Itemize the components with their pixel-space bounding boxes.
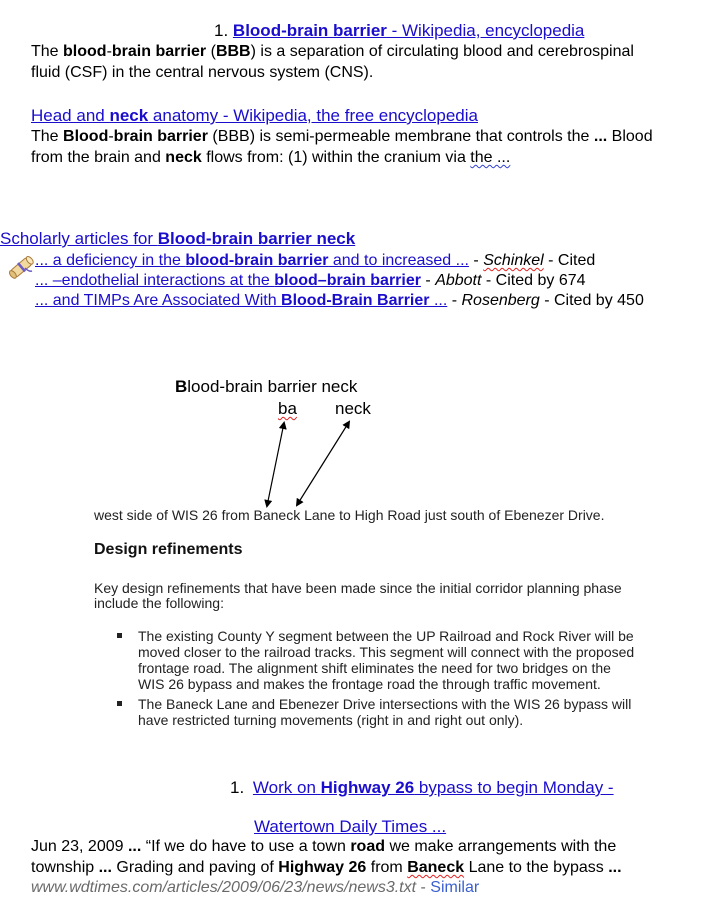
doc-intro-line1: Key design refinements that have been made since the initial corridor planning phase [94, 580, 622, 596]
cited-count: - Cited by 674 [481, 272, 586, 289]
link-part: and to increased ... [328, 252, 469, 269]
separator: - [420, 272, 436, 289]
separator: - [468, 252, 484, 269]
snip-bold: ... [98, 859, 112, 876]
cited-count: - Cited by 450 [539, 292, 644, 309]
title-part: Work on [252, 778, 321, 797]
result-3-heading [230, 777, 614, 798]
bullet-1-line: The existing County Y segment between the UP Railroad and Rock River will be [138, 628, 634, 644]
cited-count: - Cited [543, 252, 596, 269]
bullet-1-line: WIS 26 bypass and makes the frontage road the through traffic movement. [138, 676, 601, 692]
snip-bold: BBB [215, 43, 251, 60]
snip-bold: road [350, 838, 385, 855]
snip-bold: Baneck [407, 859, 465, 876]
link-part: ... and TIMPs Are Associated With [35, 292, 282, 309]
heading-part: Scholarly articles for [0, 229, 158, 248]
snip-bold: blood [63, 43, 107, 60]
link-part: ... [429, 292, 448, 309]
title-part: bypass to begin Monday - [414, 778, 614, 797]
snip-text: we make arrangements with the [385, 838, 617, 855]
snip-text: Grading and paving of [111, 859, 279, 876]
link-bold: blood-brain barrier [185, 252, 329, 269]
snip-bold: neck [165, 149, 202, 166]
snip-text: flows from: (1) within the cranium via [201, 149, 471, 166]
heading-bold: Blood-brain barrier neck [157, 229, 356, 248]
result-1-snippet-line2: fluid (CSF) in the central nervous system (CNS). [31, 64, 374, 81]
snip-bold: ... [593, 128, 608, 145]
snip-text: - [108, 128, 114, 145]
title-bold-letter: B [175, 377, 188, 396]
title-part: Head and [31, 106, 110, 125]
link-bold: Blood-Brain Barrier [281, 292, 430, 309]
snip-text: ) is a separation of circulating blood and cerebrospinal [250, 43, 634, 60]
result-3-snippet [31, 836, 616, 857]
arrow-neck [297, 422, 349, 505]
bullet-1-line: frontage road. The alignment shift eliminates the need for two bridges on the [138, 660, 611, 676]
snip-text: from [366, 859, 408, 876]
author: Schinkel [483, 252, 544, 269]
snip-text: The [31, 43, 64, 60]
title-rest: lood-brain barrier neck [187, 377, 358, 396]
result-3-snippet-line2 [31, 857, 622, 878]
similar-link[interactable]: Similar [430, 879, 480, 896]
snip-text: “If we do have to use a town [141, 838, 351, 855]
snip-bold: ... [127, 838, 142, 855]
snip-text: the ... [470, 149, 511, 166]
result-1-number: 1. [214, 21, 229, 40]
snip-text: (BBB) is semi-permeable membrane that controls the [207, 128, 594, 145]
snip-text: The [31, 128, 64, 145]
separator: - [447, 292, 462, 309]
snip-text: from the brain and [31, 149, 166, 166]
result-1-title-bold: Blood-brain barrier [232, 21, 387, 40]
author: Rosenberg [461, 292, 540, 309]
snip-bold: brain barrier [111, 43, 207, 60]
title-part: anatomy - Wikipedia, the free encyclopedia [148, 106, 478, 125]
snip-bold: Highway 26 [278, 859, 367, 876]
doc-line: west side of WIS 26 from Baneck Lane to High Road just south of Ebenezer Drive. [94, 507, 605, 523]
author: Abbott [435, 272, 482, 289]
doc-heading: Design refinements [94, 541, 243, 558]
title-bold: Highway 26 [320, 778, 415, 797]
annotation-label-neck: neck [335, 399, 371, 418]
snip-bold: Blood [63, 128, 109, 145]
snip-bold: brain barrier [113, 128, 208, 145]
bullet-1-line: moved closer to the railroad tracks. This segment will connect with the proposed [138, 644, 635, 660]
bullet-marker [117, 701, 122, 706]
result-1-title-rest: - Wikipedia, encyclopedia [386, 21, 585, 40]
link-part: ... a deficiency in the [35, 252, 186, 269]
result-3-title-link-line2[interactable]: Watertown Daily Times ... [254, 817, 447, 836]
snip-text: township [31, 859, 99, 876]
bullet-2-line: The Baneck Lane and Ebenezer Drive intersections with the WIS 26 bypass will [138, 696, 632, 712]
link-part: ... –endothelial interactions at the [35, 272, 275, 289]
snip-text: ( [206, 43, 216, 60]
result-url: www.wdtimes.com/articles/2009/06/23/news/news3.txt [31, 879, 417, 896]
title-bold: neck [109, 106, 149, 125]
snip-text: Lane to the bypass [464, 859, 609, 876]
doc-intro-line2: include the following: [94, 595, 224, 611]
snip-bold: ... [608, 859, 622, 876]
url-separator: - [416, 879, 431, 896]
link-bold: blood–brain barrier [274, 272, 421, 289]
snip-text: Blood [607, 128, 653, 145]
snip-text: Jun 23, 2009 [31, 838, 128, 855]
bullet-marker [117, 633, 122, 638]
bullet-2-line: have restricted turning movements (right in and right out only). [138, 712, 524, 728]
arrow-ba [267, 423, 284, 506]
result-3-number: 1. [230, 778, 245, 797]
snip-text: - [106, 43, 112, 60]
annotation-label-ba: ba [278, 399, 297, 418]
result-3-heading-line2 [254, 816, 446, 837]
result-3-title-link[interactable] [253, 778, 614, 797]
result-3-url-line [31, 877, 479, 898]
